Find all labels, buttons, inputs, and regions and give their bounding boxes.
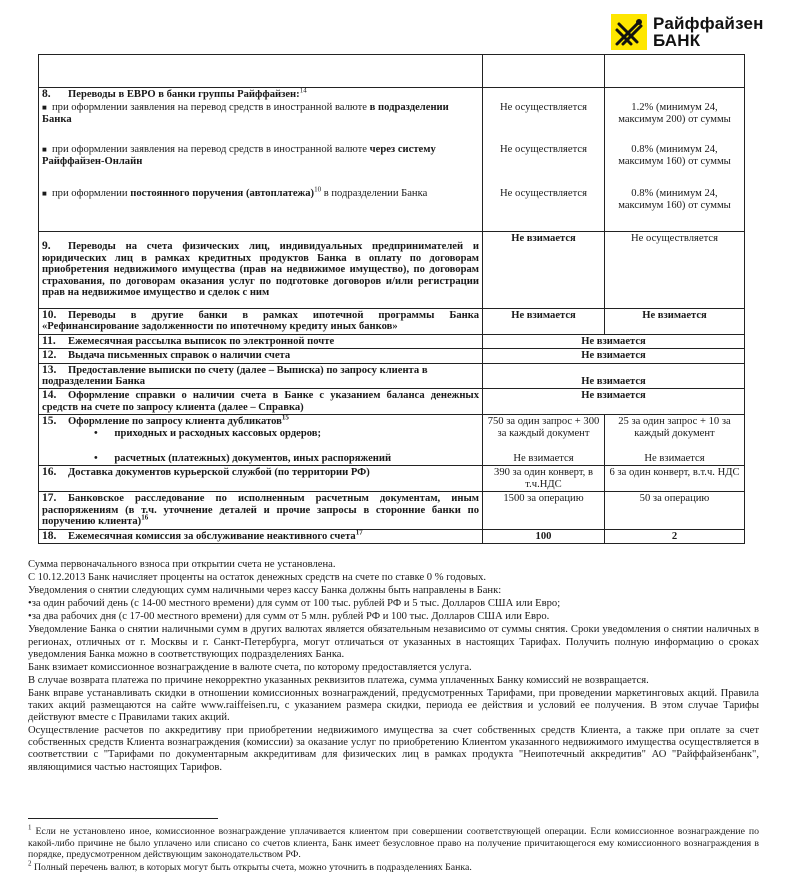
row-title: Переводы в ЕВРО в банки группы Райффайзен: [68, 89, 300, 100]
footnote: $^2$ Полный перечень валют, в которых могут быть открыты счета, можно уточнить в подразделениях Банка. [28, 859, 472, 873]
note: Уведомление Банка о снятии наличными сумм в других валютах является обязательным независимо от суммы снятия. Сроки уведомления о снятии наличных в регионах, отличных от г. Москвы и г. Санкт-Петербурга, могут отличаться от указанных в настоящих Тарифах. Получить полную информацию о сроках уведомления Банка можно в соответствующих подразделениях Банка. [28, 624, 759, 660]
footnotes-section [28, 818, 759, 874]
table-row-9: 9. Переводы на счета физических лиц, индивидуальных предпринимателей и юридических лиц в рамках кредитных продуктов Банка в оплату по договорам приобретения недвижимого имущества (прав на недвижимое имущество), по договорам страхования, по договорам оказания услуг по подготовке договоров и/или регистрации прав на недвижимое имущество и сделок с ним Не взимается Не осуществляется [39, 231, 745, 308]
table-row-16: 16. Доставка документов курьерской службой (по территории РФ) 390 за один конверт, в т.ч.НДС 6 за один конверт, в.т.ч. НДС [39, 466, 745, 492]
table-row-17: 17. Банковское расследование по исполненным расчетным документам, иным распоряжениям (в т.ч. уточнение деталей и прочие запросы в сторонние банки по поручению клиента)$^{16}$ 1500 за операцию 50 за операцию [39, 492, 745, 529]
footnote-divider [28, 818, 218, 819]
table-row: ■ при оформлении постоянного поручения (автоплатежа)$^{10}$ в подразделении Банка Не осуществляется 0.8% (минимум 24, максимум 160) от суммы [39, 187, 745, 231]
table-row: ■ при оформлении заявления на перевод средств в иностранной валюте в подразделении Банка Не осуществляется 1.2% (минимум 24, максимум 200) от суммы [39, 101, 745, 143]
note: Банк взимает комиссионное вознаграждение в валюте счета, по которому предоставляется услуга. [28, 661, 472, 673]
table-row-11: 11. Ежемесячная рассылка выписок по электронной почте Не взимается [39, 334, 745, 348]
table-row-12: 12. Выдача письменных справок о наличии счета Не взимается [39, 349, 745, 363]
table-row-10: 10. Переводы в другие банки в рамках ипотечной программы Банка «Рефинансирование задолженности по ипотечному кредиту иных банков» Не взимается Не взимается [39, 308, 745, 334]
bullet-icon: • [94, 427, 98, 439]
table-row-13: 13. Предоставление выписки по счету (далее – Выписка) по запросу клиента в подразделении Банка Не взимается [39, 363, 745, 389]
note: В случае возврата платежа по причине некорректно указанных реквизитов платежа, сумма уплаченных Банку комиссий не возвращается. [28, 674, 649, 686]
bullet-icon: ■ [42, 145, 47, 155]
table-row: • расчетных (платежных) документов, иных распоряжений Не взимается Не взимается [39, 440, 745, 466]
bank-logo [611, 14, 764, 52]
footnote: $^1$ Если не установлено иное, комиссионное вознаграждение уплачивается клиентом при совершении соответствующей операции. Если комиссионное вознаграждение по какой-либо причине не было уплачено или списано со счетов клиента, Банк имеет безусловное право на получение причитающегося ему комиссионного вознаграждения в порядке, предусмотренном действующим законодательством РФ. [28, 823, 759, 861]
logo-line2: БАНК [653, 31, 701, 50]
footnote-ref: 14 [299, 86, 307, 95]
bullet-icon: • [94, 453, 98, 465]
table-row: ■ при оформлении заявления на перевод средств в иностранной валюте через систему Райффайзен-Онлайн Не осуществляется 0.8% (минимум 24, максимум 160) от суммы [39, 143, 745, 187]
raiffeisen-logo-icon [611, 14, 647, 50]
table-row-18: 18. Ежемесячная комиссия за обслуживание неактивного счета$^{17}$ 100 2 [39, 529, 745, 543]
tariffs-table [38, 54, 745, 544]
note: Осуществление расчетов по аккредитиву при приобретении недвижимого имущества за счет собственных средств Клиента, а также при оплате за счет собственных средств Клиента вознаграждения (комиссии) за оказание услуг по приобретению Клиентом указанного недвижимого имущества осуществляется в соответствии с "Тарифами по документарным аккредитивам для физических лиц в рамках продукта "Неипотечный аккредитив" АО "Райффайзенбанк", являющимися частью настоящих Тарифов. [28, 725, 759, 773]
table-row-15: 15. Оформление по запросу клиента дубликатов$^{15}$ • приходных и расходных кассовых ордеров; 750 за один запрос + 300 за каждый документ 25 за один запрос + 10 за каждый документ [39, 415, 745, 440]
table-row-14: 14. Оформление справки о наличии счета в Банке с указанием баланса денежных средств на счете по запросу клиента (далее – Справка) Не взимается [39, 389, 745, 415]
note: •за один рабочий день (с 14-00 местного времени) для сумм от 100 тыс. рублей РФ и 5 тыс. Долларов США или Евро; [28, 598, 561, 610]
note: Уведомления о снятии следующих сумм наличными через кассу Банка должны быть направлены в Банк: [28, 585, 502, 597]
notes-section [28, 559, 759, 775]
logo-line1: Райффайзен [653, 14, 764, 33]
row-number: 8. [42, 88, 51, 100]
note: С 10.12.2013 Банк начисляет проценты на остаток денежных средств на счете по ставке 0 % годовых. [28, 572, 487, 584]
bullet-icon: ■ [42, 189, 47, 199]
note: Банк вправе устанавливать скидки в отношении комиссионных вознаграждений, предусмотренных Тарифами, при проведении маркетинговых акций. Правила таких акций размещаются на сайте www.raiffeisen.ru, с указанием размера скидки, периода ее действия и условий ее получения. В этом случае Тарифы действуют вместе с Правилами таких акций. [28, 687, 759, 724]
table-row [39, 55, 745, 88]
note: Сумма первоначального взноса при открытии счета не установлена. [28, 559, 336, 570]
table-row-8 [39, 88, 745, 102]
note: •за два рабочих дня (с 17-00 местного времени) для сумм от 5 млн. рублей РФ и 100 тыс. Долларов США или Евро. [28, 611, 550, 623]
bullet-icon: ■ [42, 103, 47, 113]
